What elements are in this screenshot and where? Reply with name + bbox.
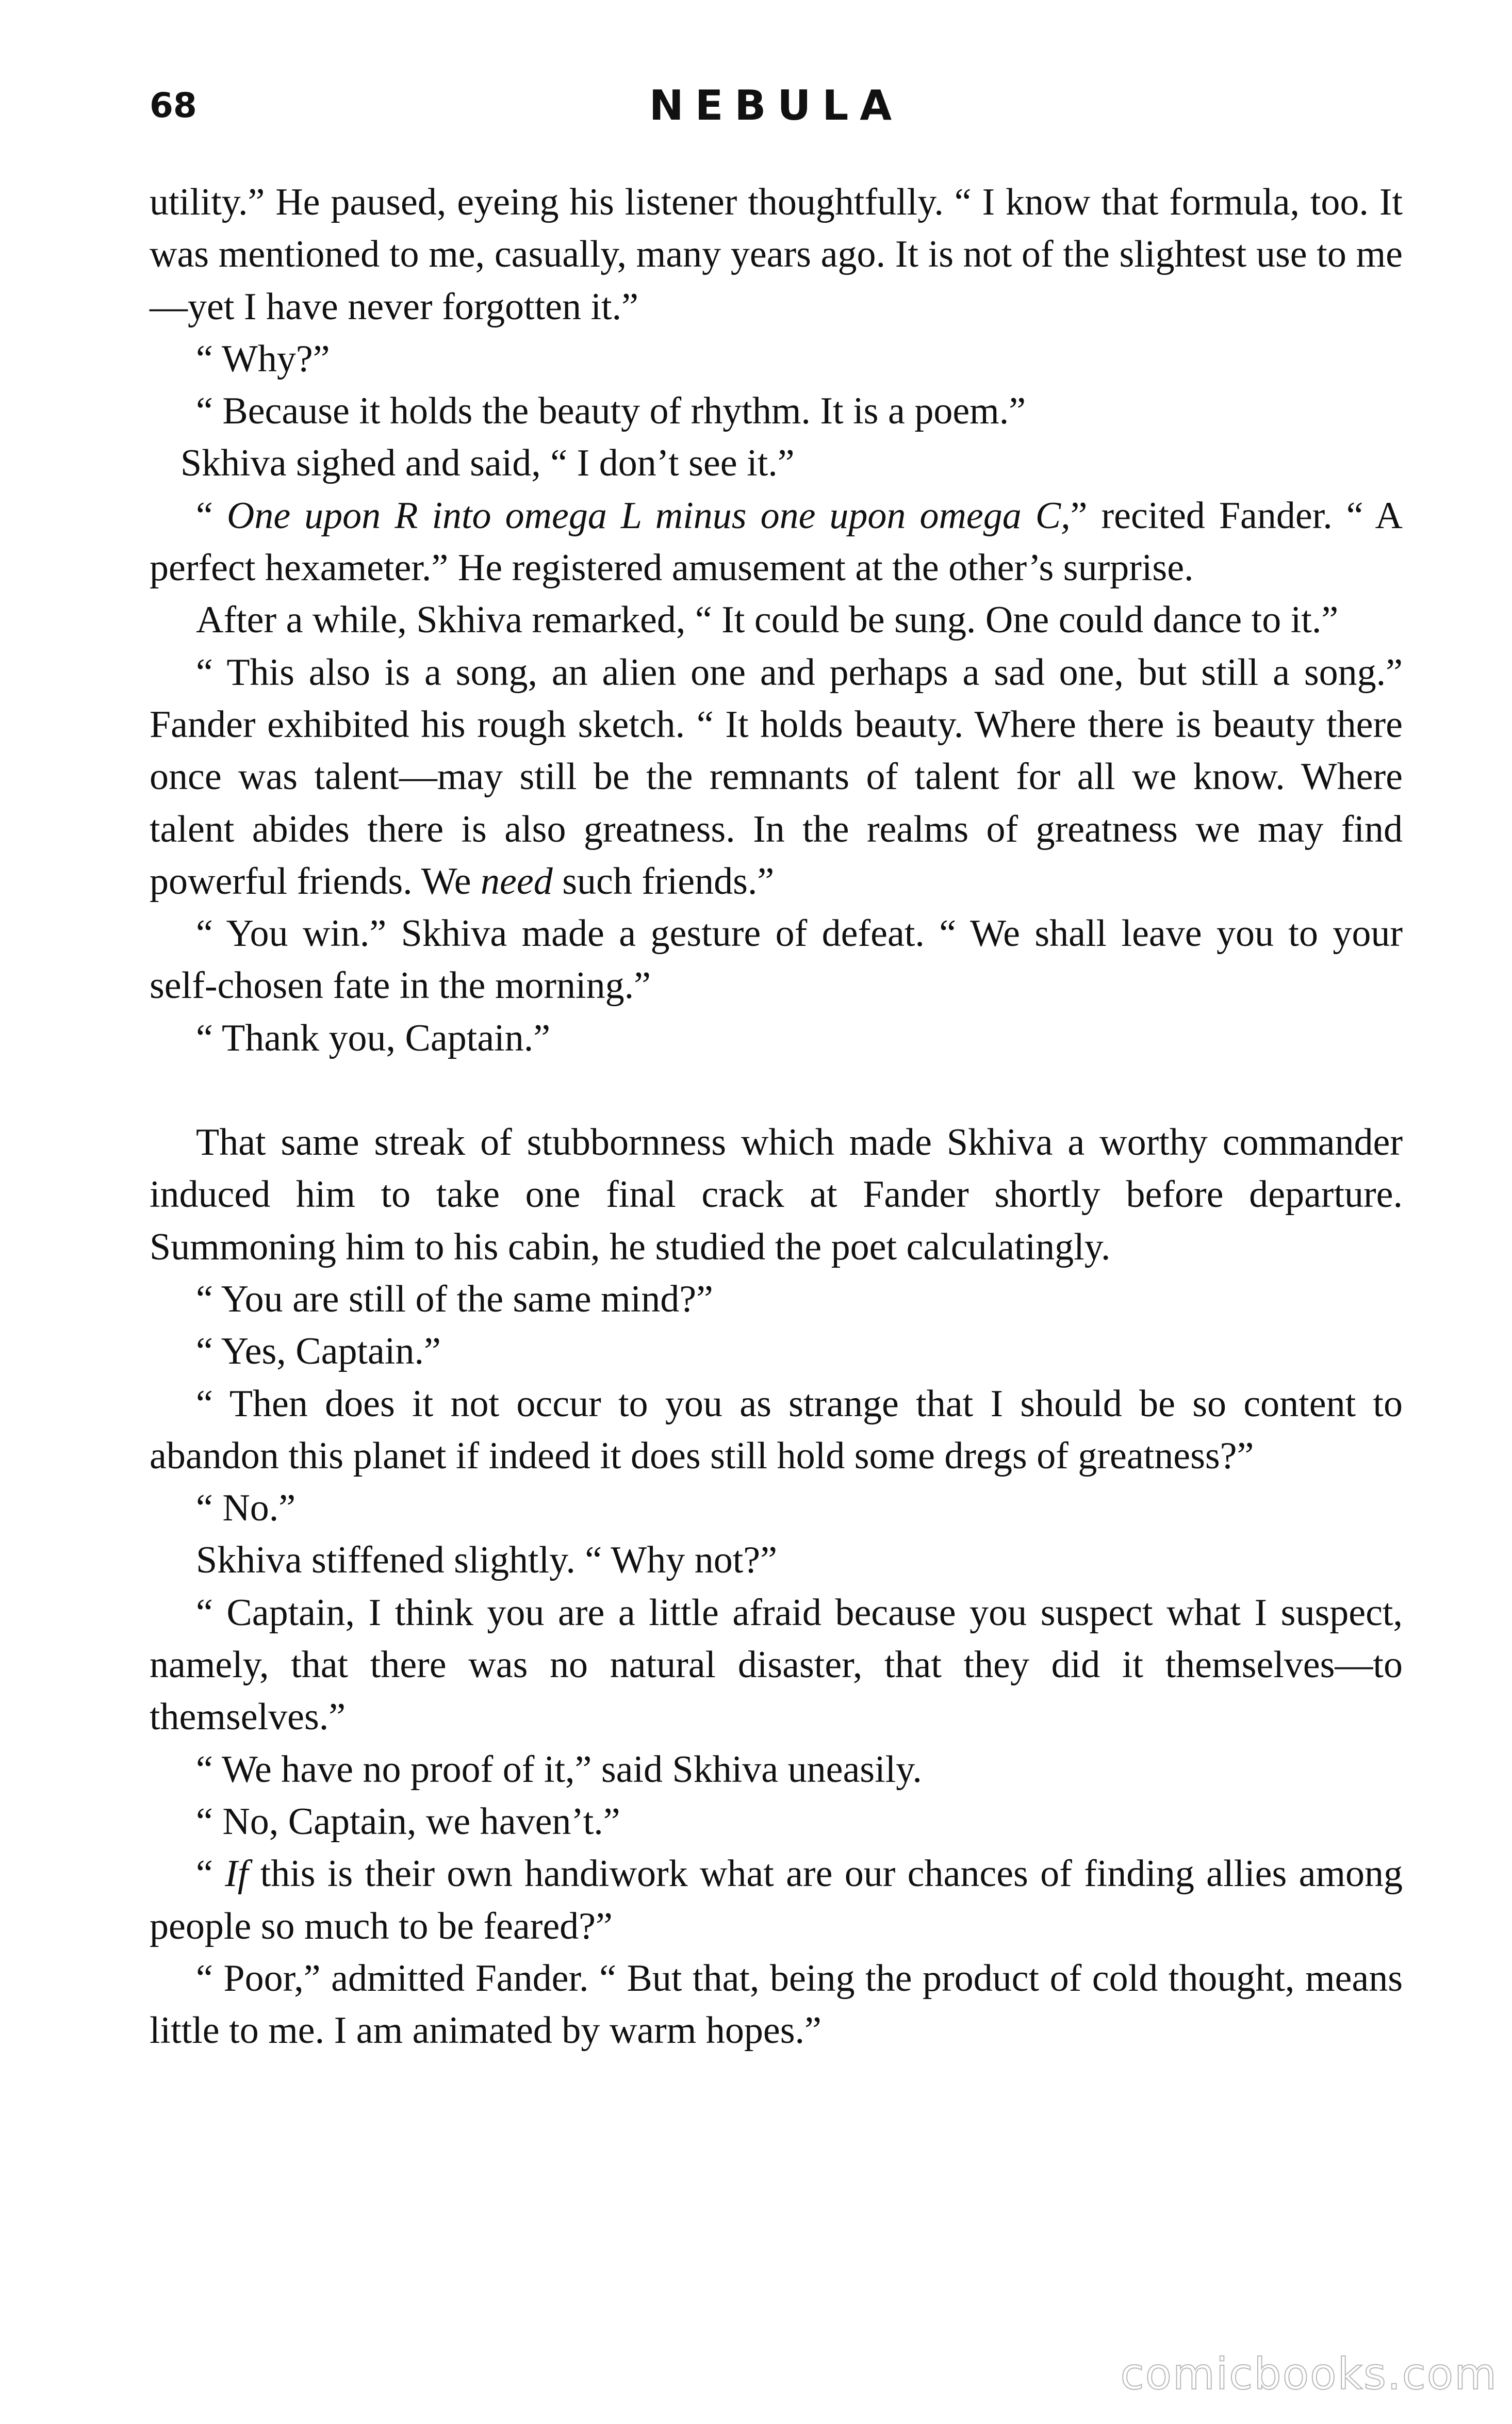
text-run: Skhiva stiffened slightly. “ Why not?” (196, 1539, 777, 1582)
text-run: “ (196, 494, 227, 537)
paragraph (150, 1325, 1403, 1378)
italic-text-run: One upon R into omega L minus one upon omega C, (226, 494, 1071, 537)
paragraph (150, 437, 1403, 489)
paragraph (150, 908, 1403, 1012)
text-run: “ Thank you, Captain.” (196, 1017, 551, 1059)
running-title: NEBULA (649, 81, 903, 129)
text-run: ” recited Fander. “ A perfect hexameter.” He registered amusement at the other’s surprise. (150, 494, 1403, 589)
paragraph (150, 1848, 1403, 1953)
page-header (150, 77, 1403, 134)
text-run: “ Yes, Captain.” (196, 1330, 441, 1373)
paragraph (150, 1378, 1403, 1483)
text-run: utility.” He paused, eyeing his listener thoughtfully. “ I know that formula, too. It was mentioned to me, casually, many years ago. It is not of the slightest use to me—yet I have never forgotten it.” (150, 181, 1403, 328)
text-run: “ (196, 1853, 225, 1895)
text-run: such friends.” (552, 860, 775, 903)
paragraph (150, 594, 1403, 646)
text-run: “ Poor,” admitted Fander. “ But that, being the product of cold thought, means little to me. I am animated by warm hopes.” (150, 1957, 1403, 2052)
italic-text-run: need (481, 860, 553, 903)
paragraph (150, 1953, 1403, 2057)
paragraph (150, 1796, 1403, 1848)
text-run: “ Why?” (196, 337, 330, 380)
text-run: “ This also is a song, an alien one and perhaps a sad one, but still a song.” Fander exhibited his rough sketch. “ It holds beauty. Where there is beauty there once was talent—may still be the remnants of talent for all we know. Where talent abides there is also greatness. In the realms of greatness we may find powerful friends. We (150, 651, 1403, 903)
paragraph (150, 1012, 1403, 1064)
paragraph (150, 1482, 1403, 1534)
body-text (150, 176, 1403, 2057)
text-run: “ No.” (196, 1487, 296, 1530)
paragraph (150, 176, 1403, 333)
text-run: “ Because it holds the beauty of rhythm. It is a poem.” (196, 390, 1026, 433)
paragraph (150, 490, 1403, 595)
text-run: “ We have no proof of it,” said Skhiva uneasily. (196, 1748, 922, 1791)
paragraph (150, 1744, 1403, 1796)
text-run: “ Then does it not occur to you as strange that I should be so content to abandon this planet if indeed it does still hold some dregs of greatness?” (150, 1382, 1403, 1477)
paragraph (150, 385, 1403, 437)
watermark-text: comicbooks.com (1120, 2349, 1498, 2399)
text-run: “ No, Captain, we haven’t.” (196, 1800, 620, 1843)
paragraph (150, 1587, 1403, 1744)
text-run: this is their own handiwork what are our chances of finding allies among people so much to be feared?” (150, 1853, 1403, 1947)
paragraph (150, 1273, 1403, 1325)
paragraph (150, 333, 1403, 385)
italic-text-run: If (225, 1853, 249, 1895)
page-number: 68 (150, 86, 197, 125)
text-run: Skhiva sighed and said, “ I don’t see it.” (180, 442, 795, 485)
text-run: “ You win.” Skhiva made a gesture of defeat. “ We shall leave you to your self-chosen fate in the morning.” (150, 912, 1403, 1007)
text-run: “ You are still of the same mind?” (196, 1277, 713, 1320)
paragraph (150, 1534, 1403, 1586)
paragraph (150, 647, 1403, 908)
paragraph (150, 1117, 1403, 1273)
text-run: “ Captain, I think you are a little afraid because you suspect what I suspect, namely, that there was no natural disaster, that they did it themselves—to themselves.” (150, 1591, 1403, 1739)
text-run: That same streak of stubbornness which made Skhiva a worthy commander induced him to take one final crack at Fander shortly before departure. Summoning him to his cabin, he studied the poet calculatingly. (150, 1121, 1403, 1268)
text-run: After a while, Skhiva remarked, “ It could be sung. One could dance to it.” (196, 599, 1339, 642)
